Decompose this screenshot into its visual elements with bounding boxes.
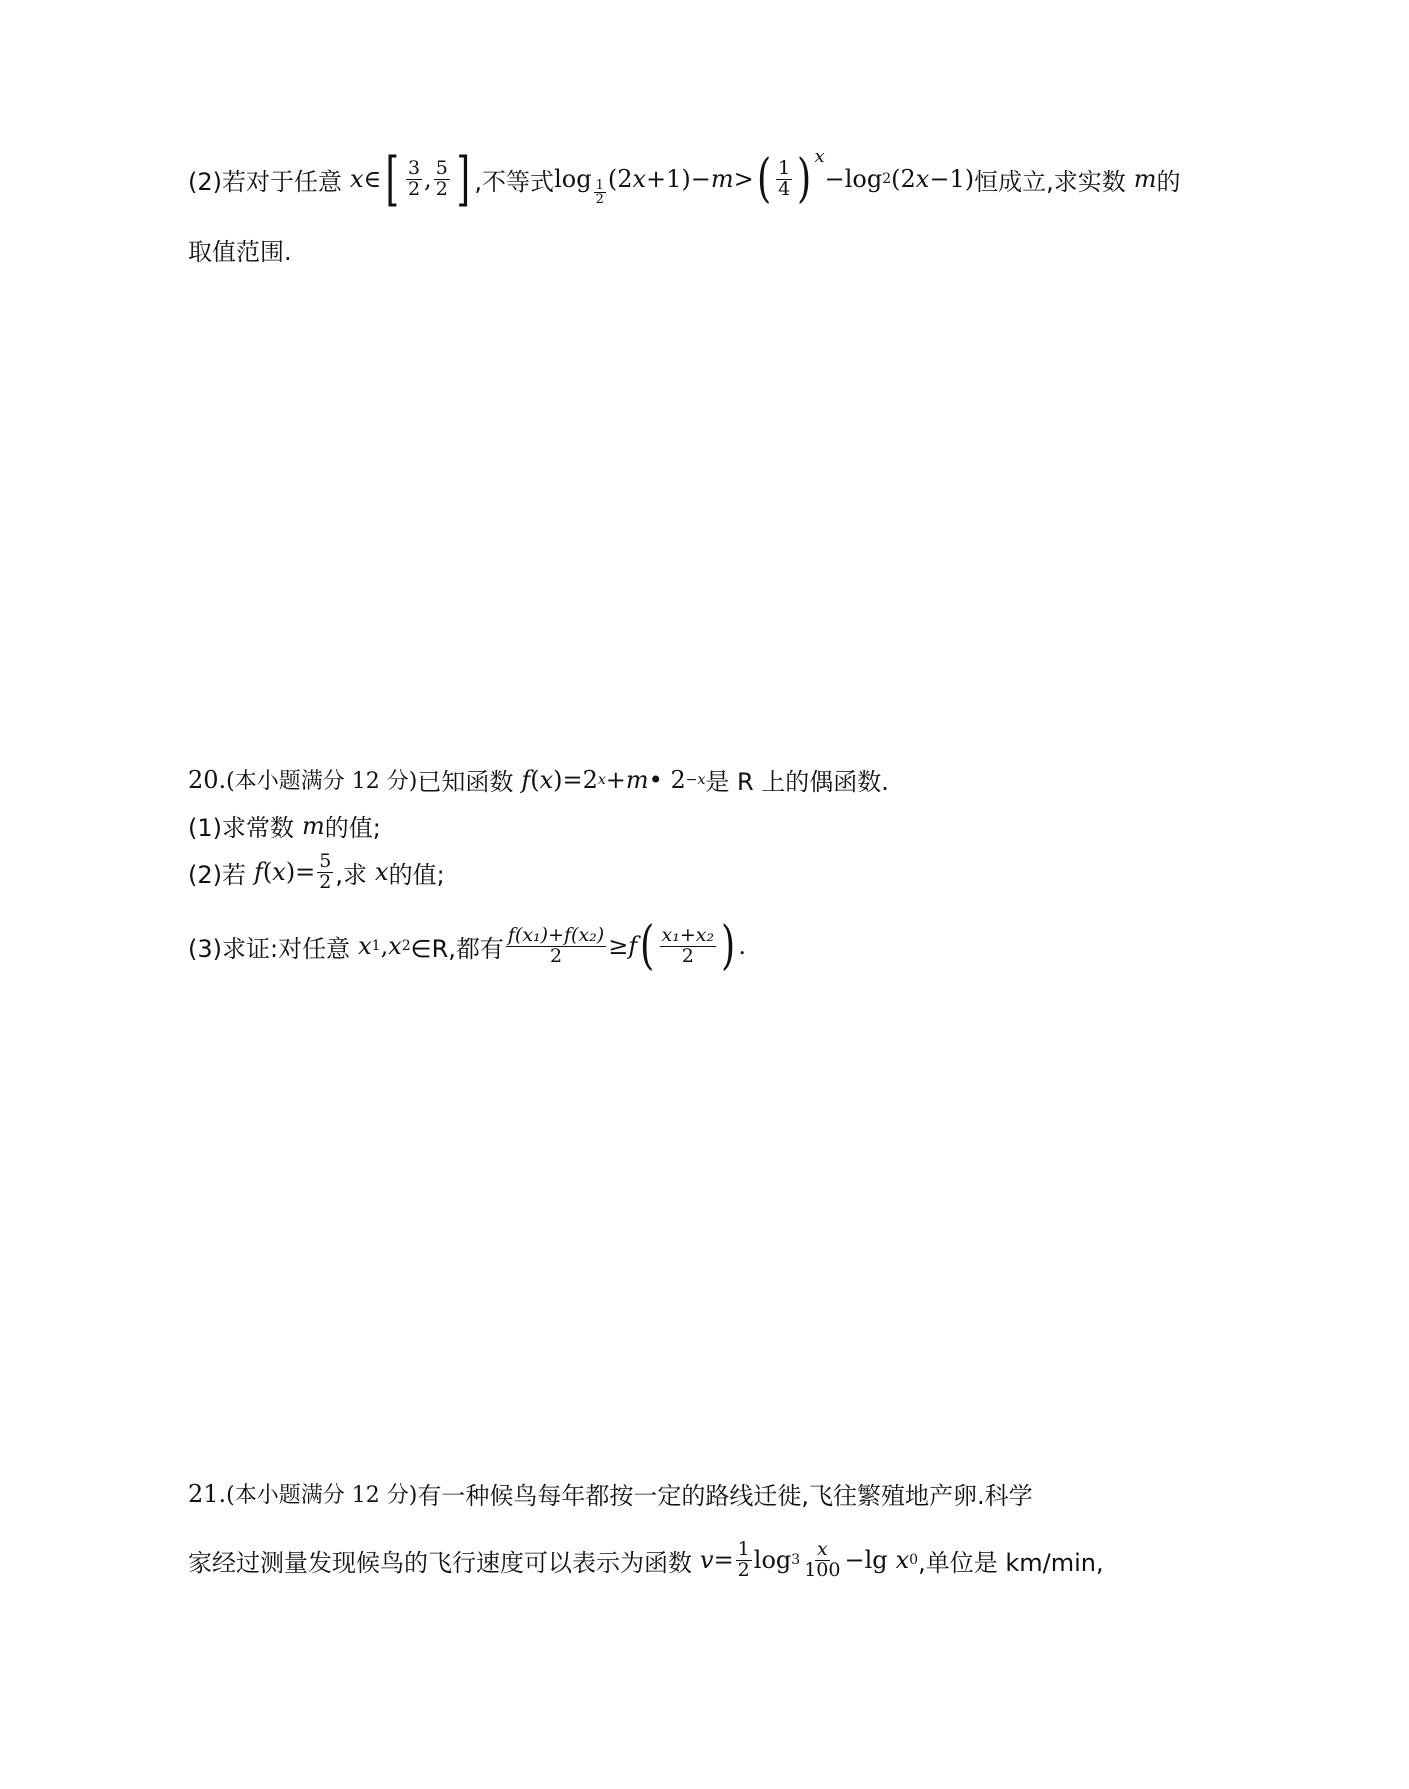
log-base-half: $\frac{1}{2}$ [595,177,604,208]
fraction-1-2: $\frac{1}{2}$ [737,1538,750,1581]
q21-number: 21. [188,1479,227,1508]
q19-prefix: (2)若对于任意 [188,167,342,196]
jensen-lhs-fraction: $\frac{\text{f(x₁)+f(x₂)}}{2}$ [507,923,605,967]
q21-line2: 家经过测量发现候鸟的飞行速度可以表示为函数 v = $\frac{1}{2}$ log 3 $\frac{x}{100}$ −lg x 0 ,单位是 km/min, [188,1538,1104,1581]
q19-part2-line1: (2)若对于任意 x ∈ [ $\frac{3}{2}$ , $\frac{5}{2}$ ] ,不等式 log $\frac{1}{2}$ (2 x +1)− m > ( $\frac{1}{4}$ ) x −log 2 (2 x −1) 恒成立,求实数 m 的 [188,145,1181,213]
greater-than: > [733,165,754,193]
q19-part2-line2: 取值范围. [188,238,292,266]
log-base-2: 2 [882,171,892,187]
q21-line1: 21. (本小题满分 12 分) 有一种候鸟每年都按一定的路线迁徙,飞往繁殖地产卵.科学 [188,1479,1033,1510]
fraction-3-2: $\frac{3}{2}$ [407,156,421,200]
element-of-symbol: ∈ [363,165,382,193]
q21-score-note: (本小题满分 12 分) [226,1483,418,1508]
q20-header: 20. (本小题满分 12 分) 已知函数 f ( x )=2 x + m • 2 −x 是 R 上的偶函数. [188,765,889,796]
fraction-1-4: $\frac{1}{4}$ [778,156,791,200]
q20-part2: (2)若 f ( x )= $\frac{5}{2}$ ,求 x 的值; [188,850,445,893]
geq-symbol: ≥ [608,932,629,960]
fraction-5-2: $\frac{5}{2}$ [319,850,332,893]
fraction-x-100: $\frac{x}{100}$ [804,1538,841,1581]
left-bracket: [ [385,145,400,213]
q20-number: 20. [188,765,227,794]
fraction-5-2: $\frac{5}{2}$ [435,156,448,200]
interval-comma: , [424,165,432,193]
var-m: m [710,165,734,193]
right-bracket: ] [456,145,470,213]
q19-suffix: 恒成立,求实数 [974,167,1126,196]
q20-part1: (1)求常数 m 的值; [188,811,381,842]
jensen-rhs-fraction: $\frac{\text{x₁+x₂}}{2}$ [661,923,715,967]
log-half: log $\frac{1}{2}$ [554,165,604,208]
exponent-x: x [814,146,825,167]
var-x: x [350,165,364,193]
q19-mid-text: ,不等式 [474,167,555,196]
q20-part3: (3)求证:对任意 x 1 , x 2 ∈R,都有 $\frac{\text{f(x₁)+f(x₂)}}{2}$ ≥ f ( $\frac{\text{x₁+x₂}}{2}$ ) . [188,916,747,976]
q20-score-note: (本小题满分 12 分) [226,769,418,794]
